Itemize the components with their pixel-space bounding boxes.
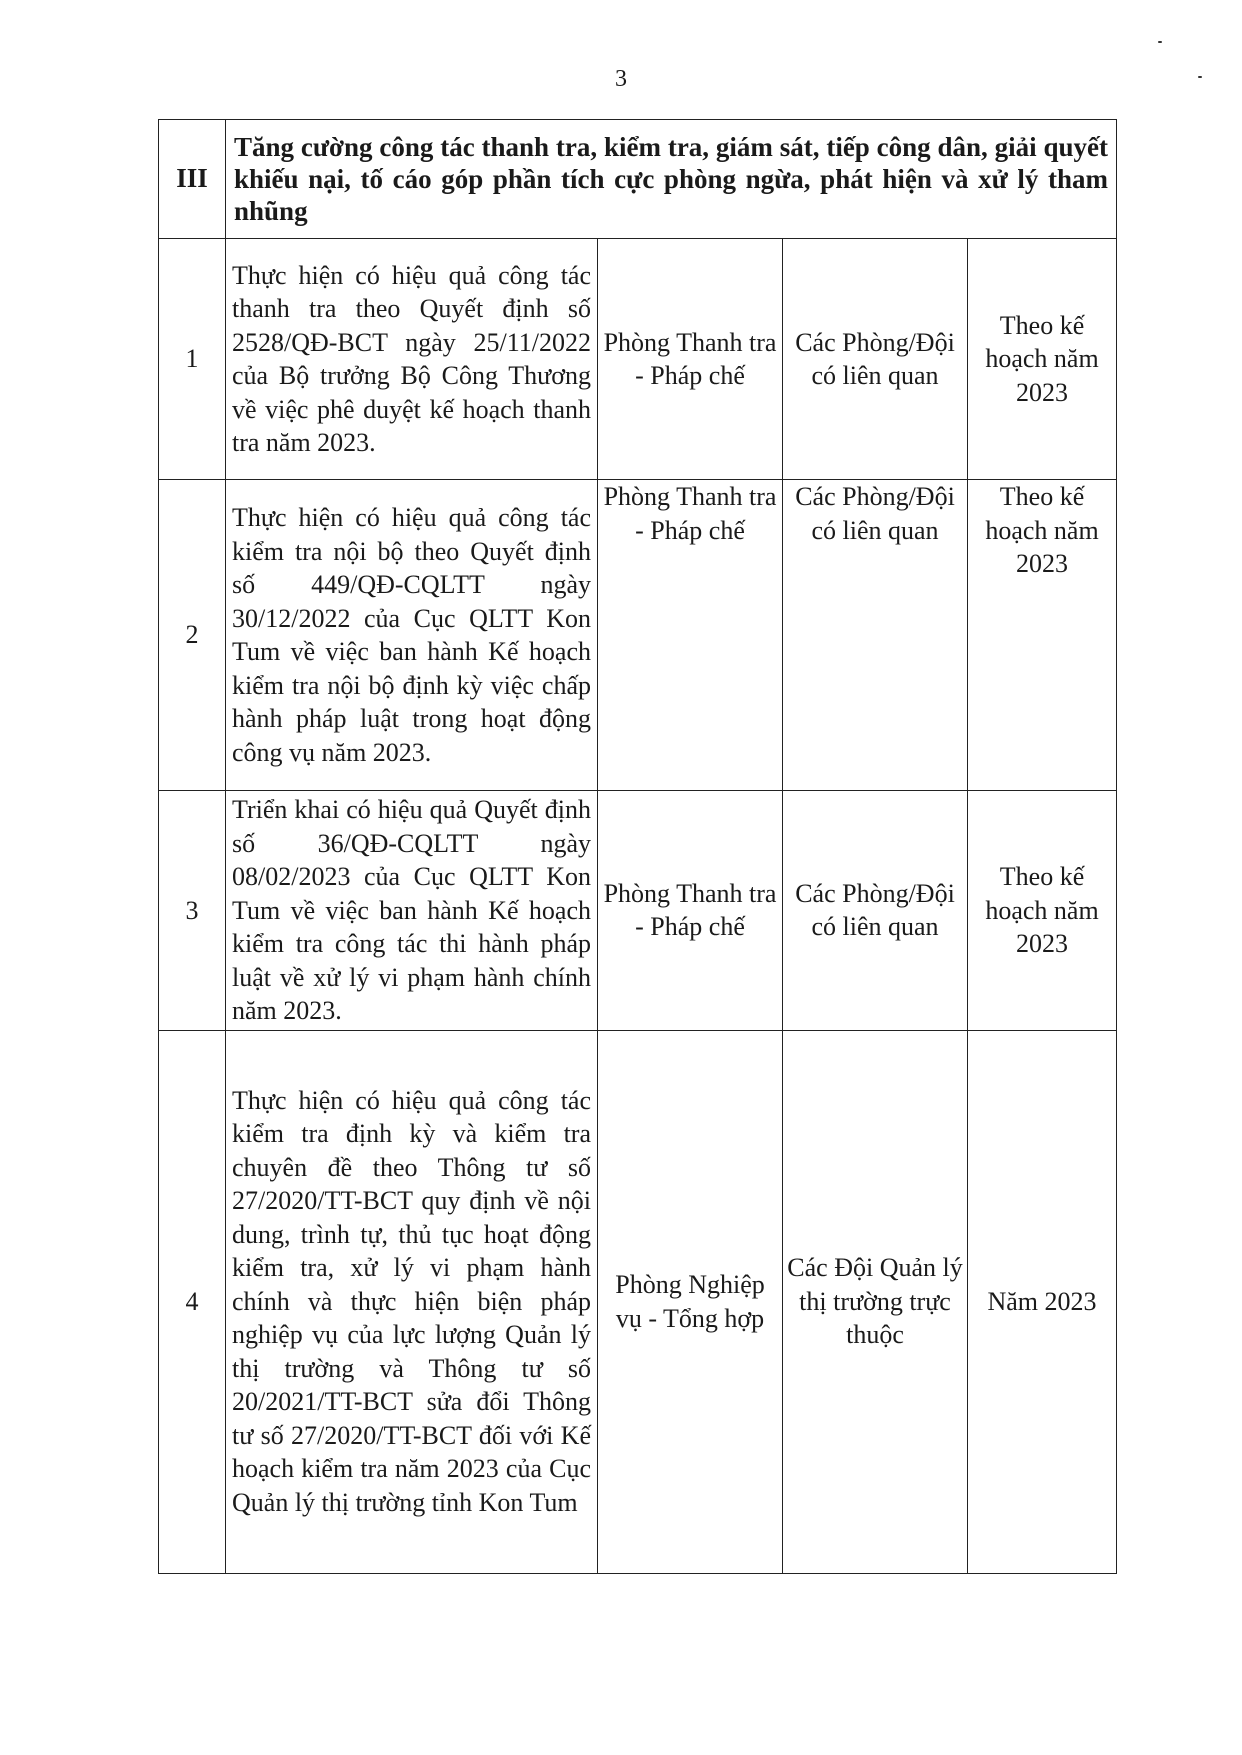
timeline: Theo kế hoạch năm 2023: [968, 791, 1117, 1031]
coordinating-unit: Các Phòng/Đội có liên quan: [783, 480, 968, 791]
row-number: 2: [159, 480, 226, 791]
table-row: [159, 239, 1117, 480]
table-row: [159, 791, 1117, 1031]
lead-unit: Phòng Thanh tra - Pháp chế: [598, 239, 783, 480]
section-header-row: [159, 120, 1117, 239]
coordinating-unit: Các Phòng/Đội có liên quan: [783, 791, 968, 1031]
task-content: Thực hiện có hiệu quả công tác kiểm tra nội bộ theo Quyết định số 449/QĐ-CQLTT ngày 30/12/2022 của Cục QLTT Kon Tum về việc ban hành Kế hoạch kiểm tra nội bộ định kỳ việc chấp hành pháp luật trong hoạt động công vụ năm 2023.: [226, 480, 598, 791]
task-content: Triển khai có hiệu quả Quyết định số 36/QĐ-CQLTT ngày 08/02/2023 của Cục QLTT Kon Tum về việc ban hành Kế hoạch kiểm tra công tác thi hành pháp luật về xử lý vi phạm hành chính năm 2023.: [226, 791, 598, 1031]
timeline: Theo kế hoạch năm 2023: [968, 239, 1117, 480]
timeline: Năm 2023: [968, 1030, 1117, 1573]
lead-unit: Phòng Nghiệp vụ - Tổng hợp: [598, 1030, 783, 1573]
table-row: [159, 1030, 1117, 1573]
scan-speck: [1158, 41, 1162, 43]
task-table: [158, 119, 1117, 1574]
row-number: 1: [159, 239, 226, 480]
lead-unit: Phòng Thanh tra - Pháp chế: [598, 480, 783, 791]
table-row: [159, 480, 1117, 791]
task-content: Thực hiện có hiệu quả công tác kiểm tra định kỳ và kiểm tra chuyên đề theo Thông tư số 27/2020/TT-BCT quy định về nội dung, trình tự, thủ tục hoạt động kiểm tra, xử lý vi phạm hành chính và thực hiện biện pháp nghiệp vụ của lực lượng Quản lý thị trường và Thông tư số 20/2021/TT-BCT sửa đổi Thông tư số 27/2020/TT-BCT đối với Kế hoạch kiểm tra năm 2023 của Cục Quản lý thị trường tỉnh Kon Tum: [226, 1030, 598, 1573]
page-number: 3: [615, 66, 627, 92]
task-content: Thực hiện có hiệu quả công tác thanh tra theo Quyết định số 2528/QĐ-BCT ngày 25/11/2022 của Bộ trưởng Bộ Công Thương về việc phê duyệt kế hoạch thanh tra năm 2023.: [226, 239, 598, 480]
scan-speck: [1198, 76, 1202, 78]
row-number: 3: [159, 791, 226, 1031]
lead-unit: Phòng Thanh tra - Pháp chế: [598, 791, 783, 1031]
coordinating-unit: Các Phòng/Đội có liên quan: [783, 239, 968, 480]
row-number: 4: [159, 1030, 226, 1573]
section-title: Tăng cường công tác thanh tra, kiểm tra, giám sát, tiếp công dân, giải quyết khiếu nại, tố cáo góp phần tích cực phòng ngừa, phát hiện và xử lý tham nhũng: [226, 120, 1117, 239]
timeline: Theo kế hoạch năm 2023: [968, 480, 1117, 791]
coordinating-unit: Các Đội Quản lý thị trường trực thuộc: [783, 1030, 968, 1573]
section-number: III: [159, 120, 226, 239]
